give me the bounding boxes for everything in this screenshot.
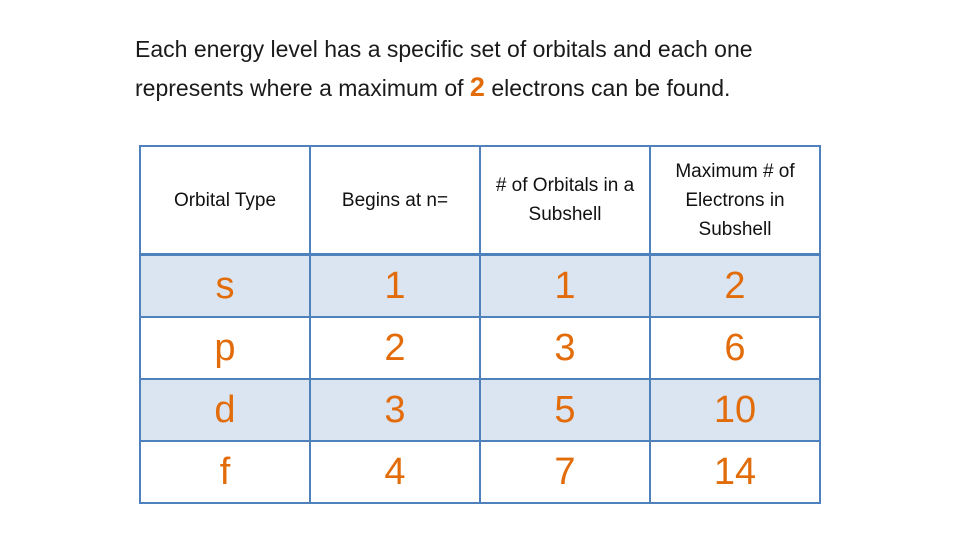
cell-max-electrons: 6 <box>650 317 820 379</box>
table-row <box>140 379 820 441</box>
cell-orbital-type: s <box>140 255 310 318</box>
cell-orbitals: 3 <box>480 317 650 379</box>
cell-begins-at-n: 4 <box>310 441 480 503</box>
cell-begins-at-n: 1 <box>310 255 480 318</box>
cell-max-electrons: 10 <box>650 379 820 441</box>
cell-begins-at-n: 2 <box>310 317 480 379</box>
header-orbital-type: Orbital Type <box>140 146 310 255</box>
cell-orbitals: 5 <box>480 379 650 441</box>
cell-orbital-type: p <box>140 317 310 379</box>
table-row <box>140 317 820 379</box>
intro-text <box>135 30 895 107</box>
intro-line-2-pre: represents where a maximum of <box>135 75 470 101</box>
header-max-electrons: Maximum # of Electrons in Subshell <box>650 146 820 255</box>
table-row <box>140 255 820 318</box>
cell-max-electrons: 2 <box>650 255 820 318</box>
table-row <box>140 441 820 503</box>
cell-orbitals: 7 <box>480 441 650 503</box>
intro-line-2-post: electrons can be found. <box>484 75 731 101</box>
cell-orbital-type: d <box>140 379 310 441</box>
max-electrons-number: 2 <box>469 72 485 102</box>
header-begins-at-n: Begins at n= <box>310 146 480 255</box>
intro-line-1: Each energy level has a specific set of orbitals and each one <box>135 36 753 62</box>
table-header-row <box>140 146 820 255</box>
header-orbitals-in-subshell: # of Orbitals in a Subshell <box>480 146 650 255</box>
cell-begins-at-n: 3 <box>310 379 480 441</box>
cell-orbital-type: f <box>140 441 310 503</box>
cell-max-electrons: 14 <box>650 441 820 503</box>
cell-orbitals: 1 <box>480 255 650 318</box>
orbital-table <box>139 145 821 504</box>
